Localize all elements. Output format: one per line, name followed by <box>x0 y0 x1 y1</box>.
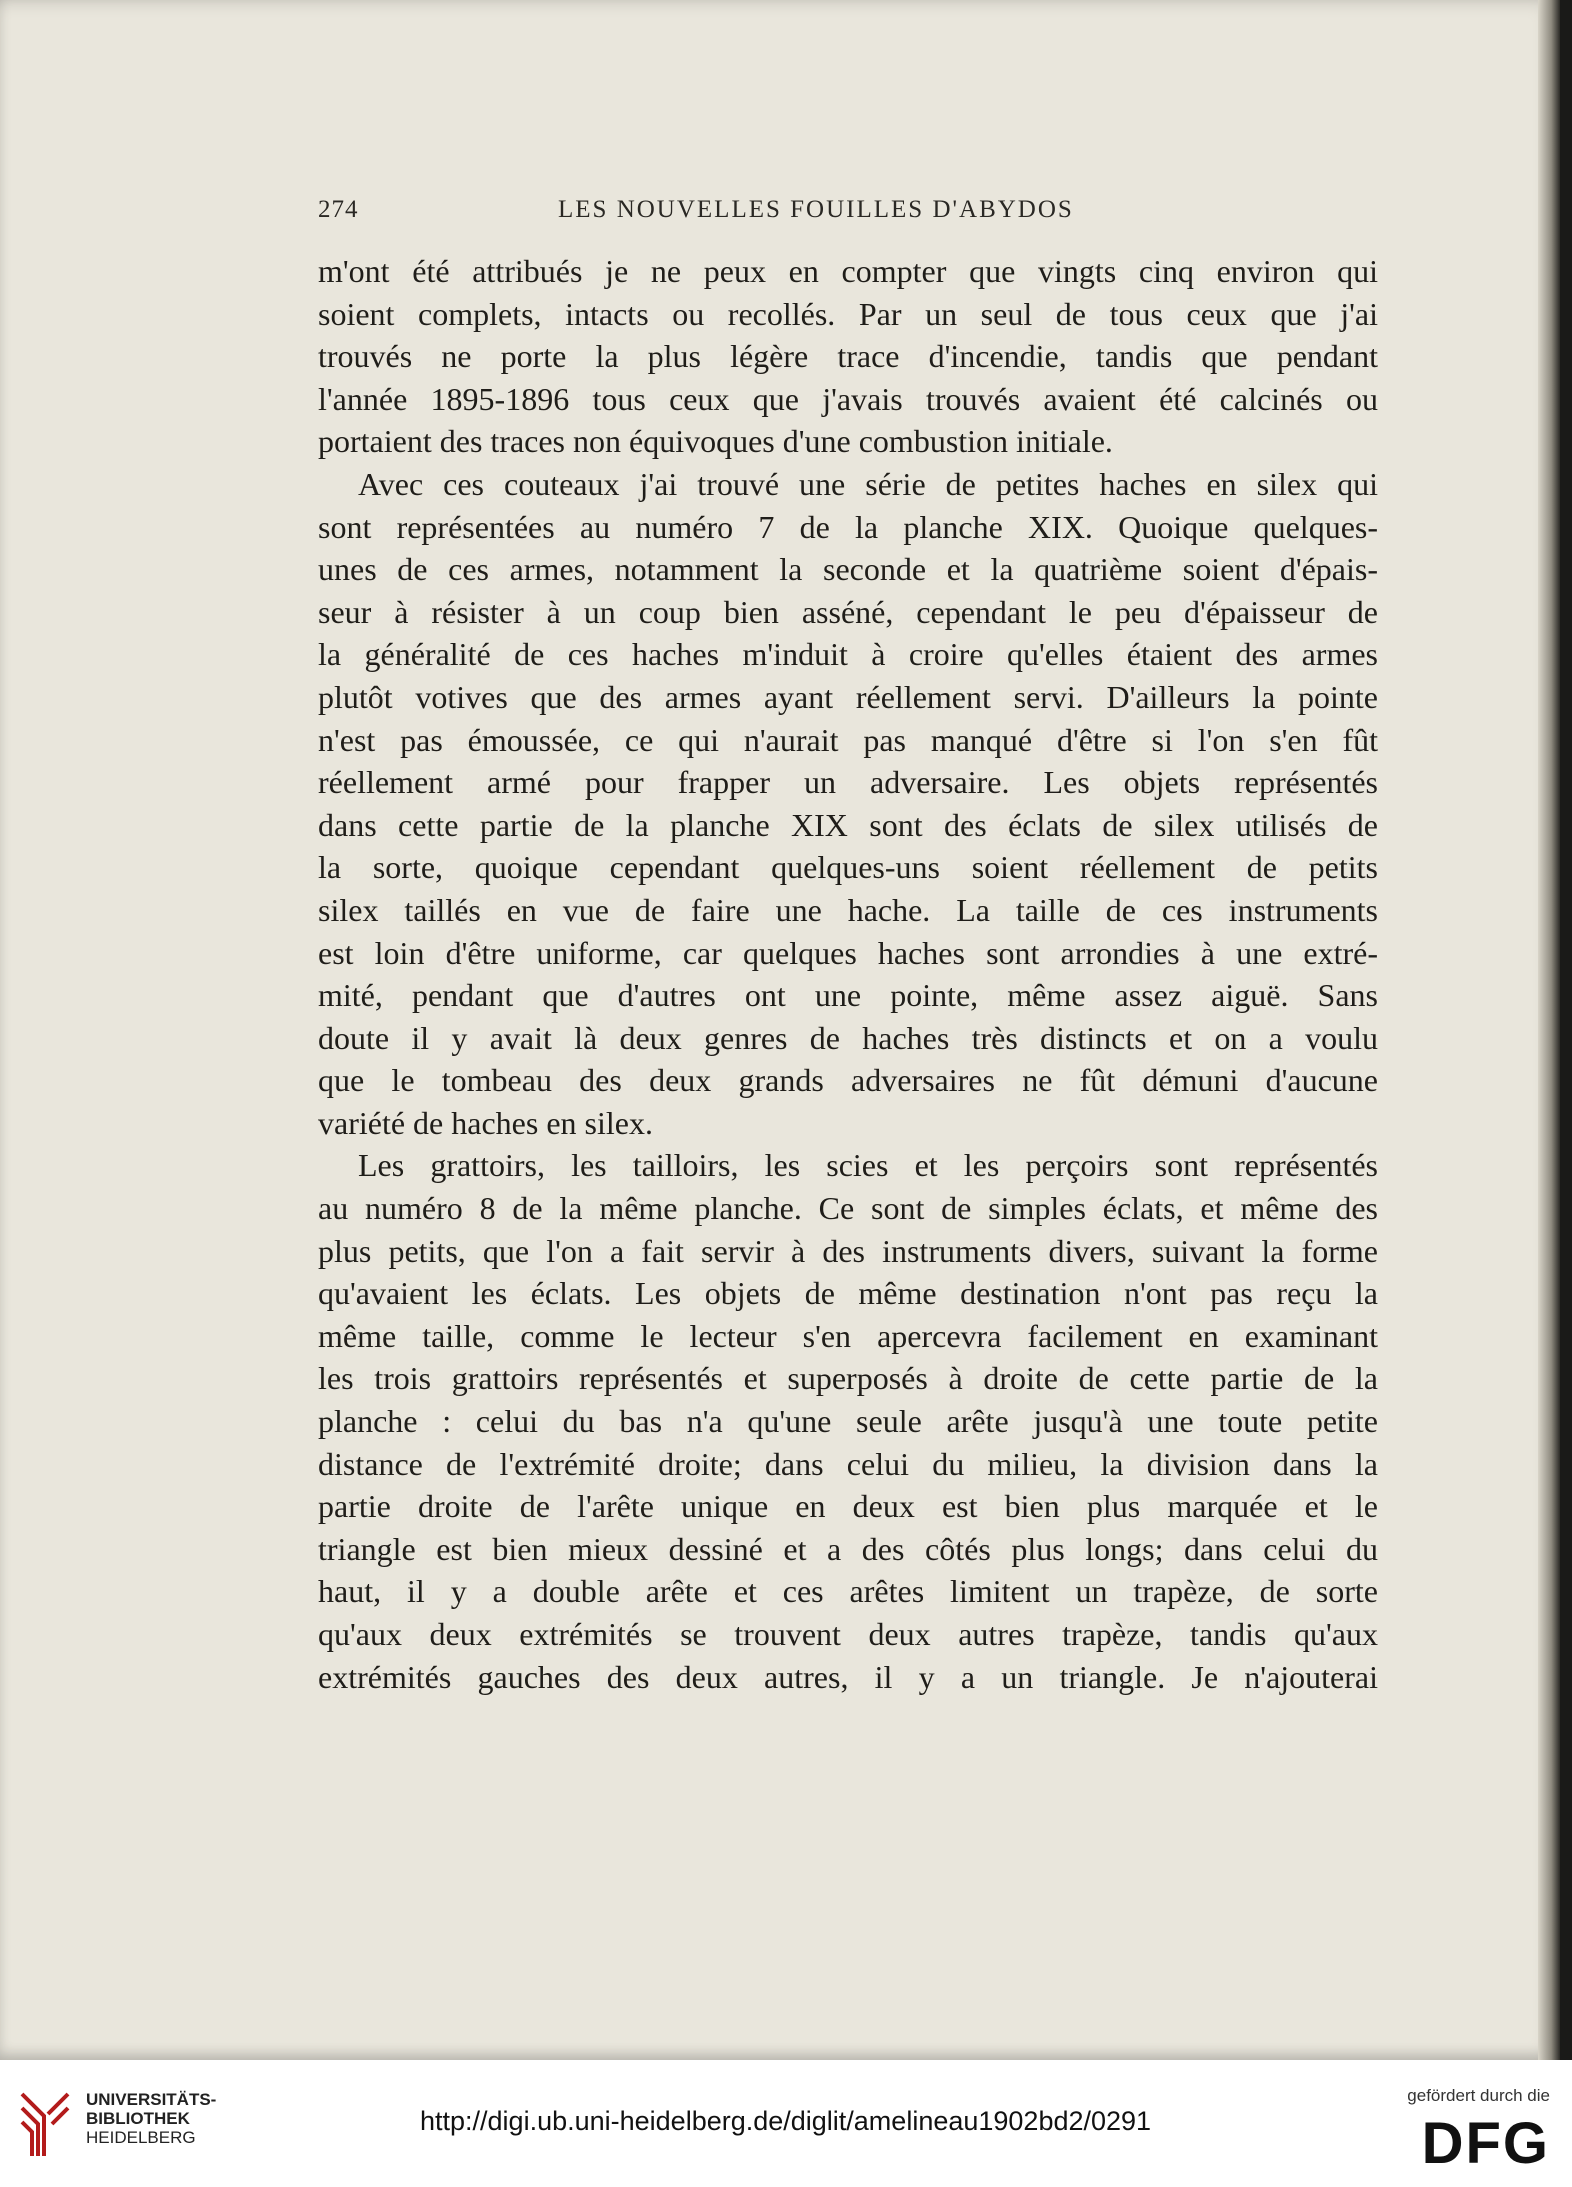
text-line: même taille, comme le lecteur s'en apercevra facilement en examinant <box>318 1317 1378 1354</box>
text-line: haut, il y a double arête et ces arêtes limitent un trapèze, de sorte <box>318 1573 1378 1610</box>
library-name-line: UNIVERSITÄTS- <box>86 2090 217 2109</box>
text-line: Les grattoirs, les tailloirs, les scies et les perçoirs sont représentés <box>358 1147 1378 1184</box>
text-line: l'année 1895-1896 tous ceux que j'avais trouvés avaient été calcinés ou <box>318 380 1378 417</box>
text-line: que le tombeau des deux grands adversaires ne fût démuni d'aucune <box>318 1062 1378 1099</box>
running-title: LES NOUVELLES FOUILLES D'ABYDOS <box>558 196 1074 223</box>
text-line: plutôt votives que des armes ayant réellement servi. D'ailleurs la pointe <box>318 678 1378 715</box>
text-line: planche : celui du bas n'a qu'une seule arête jusqu'à une toute petite <box>318 1403 1378 1440</box>
text-line: partie droite de l'arête unique en deux est bien plus marquée et le <box>318 1488 1378 1525</box>
page-edge-shadow <box>1538 0 1560 2060</box>
library-name <box>86 2090 216 2147</box>
text-line: les trois grattoirs représentés et superposés à droite de cette partie de la <box>318 1360 1378 1397</box>
permalink-url[interactable]: http://digi.ub.uni-heidelberg.de/diglit/amelineau1902bd2/0291 <box>420 2106 1152 2136</box>
text-line: qu'avaient les éclats. Les objets de même destination n'ont pas reçu la <box>318 1275 1378 1312</box>
page-number: 274 <box>318 196 359 223</box>
text-line: au numéro 8 de la même planche. Ce sont de simples éclats, et même des <box>318 1190 1378 1227</box>
text-line: Avec ces couteaux j'ai trouvé une série de petites haches en silex qui <box>358 465 1378 502</box>
running-head <box>318 196 1378 236</box>
text-line: réellement armé pour frapper un adversaire. Les objets représentés <box>318 764 1378 801</box>
body-text <box>318 250 1378 1698</box>
text-line: seur à résister à un coup bien asséné, cependant le peu d'épaisseur de <box>318 593 1378 630</box>
text-line: silex taillés en vue de faire une hache. La taille de ces instruments <box>318 891 1378 928</box>
text-line: plus petits, que l'on a fait servir à des instruments divers, suivant la forme <box>318 1232 1378 1269</box>
text-line: trouvés ne porte la plus légère trace d'incendie, tandis que pendant <box>318 338 1378 375</box>
text-line: variété de haches en silex. <box>318 1104 653 1141</box>
text-line: dans cette partie de la planche XIX sont des éclats de silex utilisés de <box>318 806 1378 843</box>
text-line: est loin d'être uniforme, car quelques haches sont arrondies à une extré- <box>318 934 1378 971</box>
library-name-line: HEIDELBERG <box>86 2128 196 2147</box>
text-line: la sorte, quoique cependant quelques-uns soient réellement de petits <box>318 849 1378 886</box>
university-library-logo-icon <box>14 2082 76 2164</box>
funder-caption: gefördert durch die <box>1407 2086 1550 2105</box>
text-line: la généralité de ces haches m'induit à croire qu'elles étaient des armes <box>318 636 1378 673</box>
text-line: mité, pendant que d'autres ont une pointe, même assez aiguë. Sans <box>318 977 1378 1014</box>
dfg-logo: DFG <box>1421 2111 1550 2176</box>
text-line: distance de l'extrémité droite; dans celui du milieu, la division dans la <box>318 1445 1378 1482</box>
text-line: qu'aux deux extrémités se trouvent deux autres trapèze, tandis qu'aux <box>318 1616 1378 1652</box>
text-line: portaient des traces non équivoques d'une combustion initiale. <box>318 423 1113 460</box>
text-line: soient complets, intacts ou recollés. Par un seul de tous ceux que j'ai <box>318 295 1378 332</box>
text-line: extrémités gauches des deux autres, il y a un triangle. Je n'ajouterai <box>318 1658 1378 1695</box>
text-line: triangle est bien mieux dessiné et a des côtés plus longs; dans celui du <box>318 1530 1378 1567</box>
text-line: n'est pas émoussée, ce qui n'aurait pas manqué d'être si l'on s'en fût <box>318 721 1378 758</box>
footer-bar <box>0 2060 1572 2187</box>
text-line: sont représentées au numéro 7 de la planche XIX. Quoique quelques- <box>318 508 1378 545</box>
text-line: unes de ces armes, notamment la seconde et la quatrième soient d'épais- <box>318 551 1378 588</box>
library-name-line: BIBLIOTHEK <box>86 2109 190 2128</box>
text-line: m'ont été attribués je ne peux en compter que vingts cinq environ qui <box>318 253 1378 289</box>
text-line: doute il y avait là deux genres de haches très distincts et on a voulu <box>318 1019 1378 1056</box>
